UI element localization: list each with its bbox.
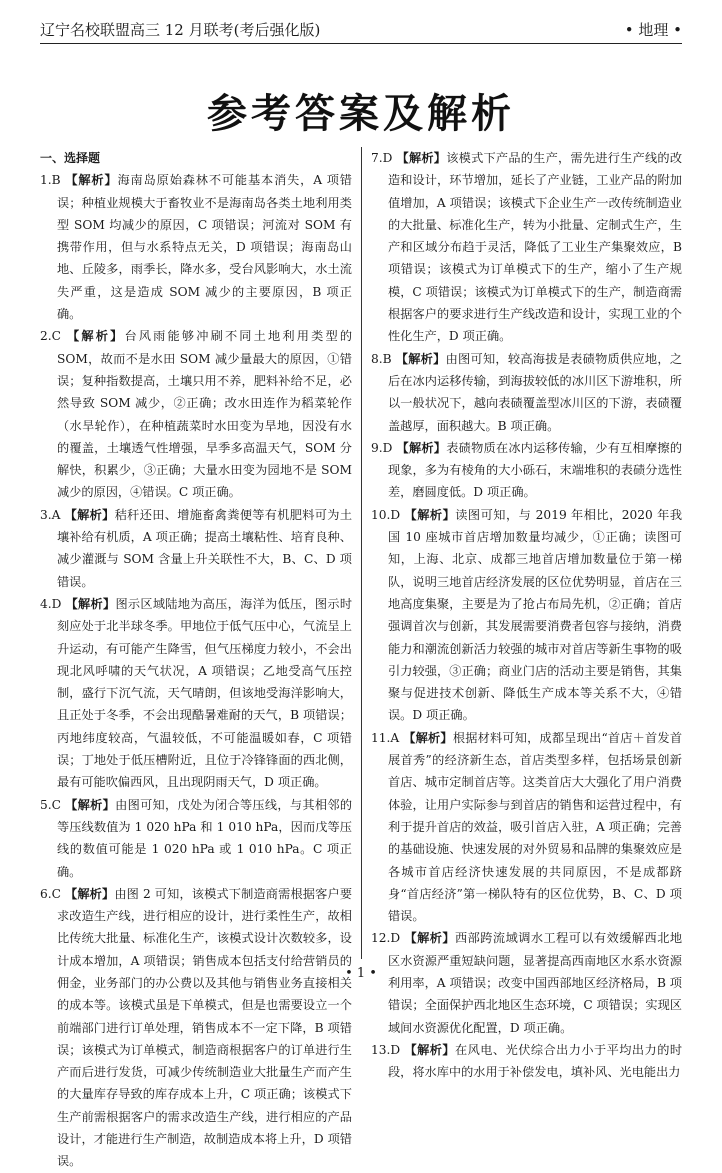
analysis-text: 由图可知，较高海拔是表碛物质供应地，之后在冰内运移传输，到海拔较低的冰川区下游堆积，所以一般状况下，越向表碛覆盖型冰川区的下游，表碛覆盖越厚，面积越大。B 项正确。 <box>388 351 683 433</box>
analysis-tag: 【解析】 <box>404 1042 456 1057</box>
right-column <box>371 147 682 1083</box>
page-number: • 1 • <box>345 966 377 981</box>
page-title: 参考答案及解析 <box>207 91 515 137</box>
answer-number: 6.C <box>40 886 65 901</box>
header-subject: • 地理 • <box>624 21 682 39</box>
section-heading: 一、选择题 <box>40 151 101 165</box>
answer-item-9 <box>371 437 682 504</box>
answer-number: 12.D <box>371 931 405 946</box>
answer-number: 7.D <box>371 151 397 165</box>
left-column <box>40 147 352 1173</box>
analysis-tag: 【解析】 <box>65 596 116 611</box>
analysis-text: 台风雨能够冲刷不同土地利用类型的 SOM，故而不是水田 SOM 减少量最大的原因，①错误；复种指数提高，土壤只用不养，肥料补给不足，必然导致 SOM 减少，②正确；改水田连作为稻菜轮作（水旱轮作），在种植蔬菜时水田变为旱地，因没有水的覆盖，土壤透气性增强，旱季多高温天气，SOM 分解快，积累少，③正确；大量水田变为园地不是 SOM 减少的原因，④错误。C 项正确。 <box>57 329 353 500</box>
answer-number: 10.D <box>371 507 405 522</box>
page-header <box>40 14 682 44</box>
answer-item-3 <box>40 504 352 593</box>
header-exam-title: 辽宁名校联盟高三 12 月联考(考后强化版) <box>40 21 321 39</box>
analysis-text: 根据材料可知，成都呈现出“首店＋首发首展首秀”的经济新生态，首店类型多样，包括场景创新首店、城市定制首店等。这类首店大大强化了用户消费体验，让用户实际参与到首店的销售和运营过程中，有利于提升首店的效益，吸引首店入驻，A 项正确；完善的基础设施、快速发展的对外贸易和品牌的集聚效应是各城市首店经济快速发展的共同原因，不是成都跻身“首店经济”第一梯队特有的区位优势，B、C、D 项错误。 <box>388 730 683 924</box>
answer-item-7 <box>371 147 682 348</box>
analysis-text: 在风电、光伏综合出力小于平均出力的时段，将水库中的水用于补偿发电，填补风、光电能出力 <box>388 1042 683 1080</box>
analysis-tag: 【解析】 <box>403 730 453 745</box>
answer-item-8 <box>371 348 682 437</box>
answer-item-1 <box>40 169 352 325</box>
analysis-tag: 【解析】 <box>396 151 447 165</box>
answer-item-10 <box>371 504 682 727</box>
analysis-text: 由图 2 可知，该模式下制造商需根据客户要求改造生产线，进行相应的设计，进行柔性生产，故相比传统大批量、标准化生产，该模式设计次数较多，设计成本增加，A 项错误；销售成本包括支付给营销员的佣金，业务部门的办公费以及其他与销售业务直接相关的成本等。该模式虽是下单模式，但是也需要设立一个前端部门进行订单处理，销售成本不一定下降，B 项错误；该模式为订单模式，制造商根据客户的订单进行生产而后进行发货，可减少传统制造业大批量生产而产生的大量库存导致的库存成本上升，C 项正确；该模式下生产前需根据客户的需求改造生产线，进行相应的产品设计，才能进行生产制造，故制造成本将上升，D 项错误。 <box>57 886 353 1169</box>
answer-item-12 <box>371 927 682 1038</box>
analysis-tag: 【解析】 <box>65 173 118 188</box>
answer-number: 8.B <box>371 351 396 366</box>
answer-number: 9.D <box>371 440 397 455</box>
answer-item-6 <box>40 883 352 1173</box>
analysis-text: 秸秆还田、增施畜禽粪便等有机肥料可为土壤补给有机质，A 项正确；提高土壤粘性、培育良种、减少灌溉与 SOM 含量上升关联性不大，B、C、D 项错误。 <box>57 507 353 589</box>
answer-item-4 <box>40 593 352 794</box>
analysis-tag: 【解析】 <box>404 507 456 522</box>
analysis-tag: 【解析】 <box>64 886 115 901</box>
analysis-tag: 【解析】 <box>395 351 446 366</box>
answer-item-2 <box>40 325 352 503</box>
answer-number: 11.A <box>371 730 404 745</box>
analysis-tag: 【解析】 <box>396 440 447 455</box>
answer-item-11 <box>371 727 682 928</box>
analysis-tag: 【解析】 <box>67 329 125 344</box>
analysis-tag: 【解析】 <box>404 931 456 946</box>
analysis-text: 读图可知，与 2019 年相比，2020 年我国 10 座城市首店增加数量均减少，①正确；读图可知，上海、北京、成都三地首店增加数量位于第一梯队，说明三地首店经济发展的区位优势明显，首店在三地高度集聚，主要是为了抢占布局先机，②正确；首店强调首次与创新，其发展需要消费者包容与接纳，消费能力和潮流创新活力较强的城市对首店等新生事物的吸引力较强，③正确；商业门店的活动主要是销售，其集聚与促进技术创新、降低生产成本等关系不大，④错误。D 项正确。 <box>388 507 683 723</box>
analysis-text: 由图可知，戊处为闭合等压线，与其相邻的等压线数值为 1 020 hPa 和 1 010 hPa，因而戊等压线的数值可能是 1 020 hPa 或 1 010 hPa。C 项正确。 <box>57 797 353 879</box>
analysis-text: 海南岛原始森林不可能基本消失，A 项错误；种植业规模大于畜牧业不是海南岛各类土地利用类型 SOM 均减少的原因，C 项错误；河流对 SOM 有携带作用，但与水系特点无关，D 项错误；海南岛山地、丘陵多，雨季长，降水多，受台风影响大，水土流失严重，这是造成 SOM 减少的主要原因，B 项正确。 <box>57 173 352 322</box>
column-divider <box>361 147 362 959</box>
analysis-tag: 【解析】 <box>64 507 115 522</box>
analysis-text: 表碛物质在冰内运移传输，少有互相摩擦的现象，多为有棱角的大小砾石，末端堆积的表碛分选性差，磨圆度低。D 项正确。 <box>388 440 683 500</box>
answer-number: 1.B <box>40 173 66 188</box>
analysis-text: 该模式下产品的生产，需先进行生产线的改造和设计，环节增加，延长了产业链，工业产品的附加值增加，A 项错误；该模式下企业生产一改传统制造业的大批量、标准化生产，转为小批量、定制式生产，生产和区域分布趋于灵活，降低了工业生产集聚效应，B 项错误；该模式为订单模式下的生产，缩小了生产规模，C 项错误；该模式为订单模式下的生产，制造商需根据客户的要求进行生产线改造和设计，实现工业的个性化生产，D 项正确。 <box>388 151 683 344</box>
answer-number: 3.A <box>40 507 65 522</box>
answer-item-5 <box>40 794 352 883</box>
answer-number: 2.C <box>40 329 67 344</box>
answer-number: 4.D <box>40 596 66 611</box>
analysis-text: 图示区域陆地为高压，海洋为低压，图示时刻应处于北半球冬季。甲地位于低气压中心，气流呈上升运动，有可能产生降雪，但气压梯度力较小，不会出现北风呼啸的天气状况，A 项错误；乙地受高气压控制，盛行下沉气流，天气晴朗，但该地受海洋影响大，且正处于冬季，不会出现酷暑难耐的天气，B 项错误；丙地纬度较高，气温较低，不可能温暖如春，C 项错误；丁地处于低压槽附近，且位于冷锋锋面的西北侧，最有可能吹偏西风，且出现阴雨天气，D 项正确。 <box>57 596 353 790</box>
answer-number: 13.D <box>371 1042 405 1057</box>
analysis-tag: 【解析】 <box>65 797 116 812</box>
answer-item-13 <box>371 1039 682 1084</box>
answer-number: 5.C <box>40 797 66 812</box>
analysis-text: 西部跨流域调水工程可以有效缓解西北地区水资源严重短缺问题，显著提高西南地区水系水资源利用率，A 项错误；改变中国西部地区经济格局，B 项错误；全面保护西北地区生态环境，C 项错误；实现区域间水资源优化配置，D 项正确。 <box>388 931 683 1035</box>
